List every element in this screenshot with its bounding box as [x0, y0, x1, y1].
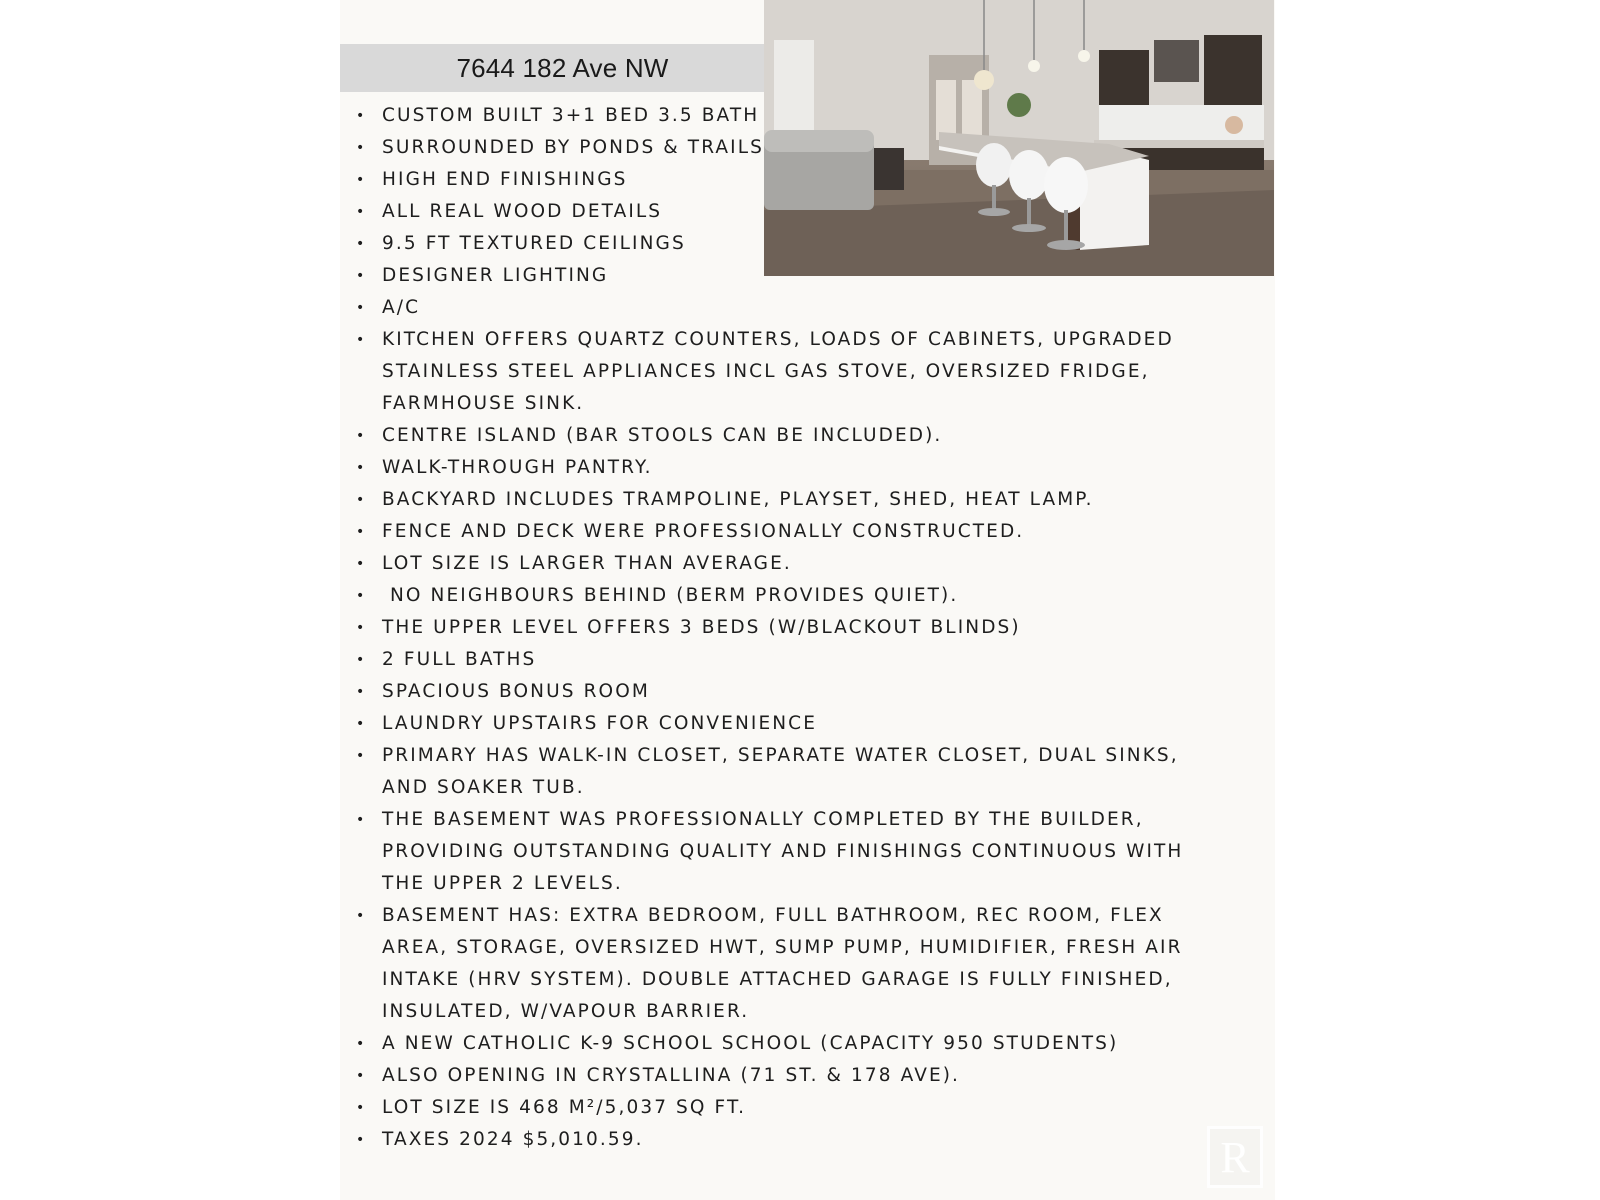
- list-item: [352, 452, 1232, 484]
- bullet-icon: •: [356, 1036, 367, 1052]
- feature-text: 2 FULL BATHS: [382, 649, 537, 670]
- feature-text: ALSO OPENING IN CRYSTALLINA (71 ST. & 178 AVE).: [382, 1065, 961, 1086]
- bullet-icon: •: [356, 460, 367, 476]
- feature-text: FENCE AND DECK WERE PROFESSIONALLY CONSTRUCTED.: [382, 521, 1025, 542]
- bullet-icon: •: [356, 684, 367, 700]
- bullet-icon: •: [356, 204, 367, 220]
- list-item: [352, 132, 1232, 164]
- feature-text: HIGH END FINISHINGS: [382, 169, 628, 190]
- brokerage-logo: [1207, 1126, 1263, 1188]
- list-item: [352, 484, 1232, 516]
- feature-text: KITCHEN OFFERS QUARTZ COUNTERS, LOADS OF CABINETS, UPGRADED STAINLESS STEEL APPLIANCES INCL GAS STOVE, OVERSIZED FRIDGE, FARMHOUSE SINK.: [382, 329, 1174, 414]
- list-item: [352, 676, 1232, 708]
- feature-text: WALK-THROUGH PANTRY.: [382, 457, 653, 478]
- feature-text: LOT SIZE IS 468 M²/5,037 SQ FT.: [382, 1097, 747, 1118]
- logo-letter: R: [1220, 1132, 1250, 1182]
- feature-text: THE BASEMENT WAS PROFESSIONALLY COMPLETED BY THE BUILDER, PROVIDING OUTSTANDING QUALITY AND FINISHINGS CONTINUOUS WITH THE UPPER 2 LEVELS.: [382, 809, 1184, 894]
- list-item: [352, 740, 1232, 804]
- bullet-icon: •: [356, 1068, 367, 1084]
- bullet-icon: •: [356, 300, 367, 316]
- feature-text: NO NEIGHBOURS BEHIND (BERM PROVIDES QUIET).: [382, 585, 959, 606]
- bullet-icon: •: [356, 140, 367, 156]
- bullet-icon: •: [356, 812, 367, 828]
- list-item: [352, 644, 1232, 676]
- bullet-icon: •: [356, 1100, 367, 1116]
- bullet-icon: •: [356, 236, 367, 252]
- bullet-icon: •: [356, 172, 367, 188]
- feature-text: TAXES 2024 $5,010.59.: [382, 1129, 644, 1150]
- list-item: [352, 196, 1232, 228]
- bullet-icon: •: [356, 1132, 367, 1148]
- bullet-icon: •: [356, 524, 367, 540]
- list-item: [352, 1028, 1232, 1060]
- feature-text: A NEW CATHOLIC K-9 SCHOOL SCHOOL (CAPACITY 950 STUDENTS): [382, 1033, 1119, 1054]
- bullet-icon: •: [356, 556, 367, 572]
- feature-text: SPACIOUS BONUS ROOM: [382, 681, 650, 702]
- feature-text: BASEMENT HAS: EXTRA BEDROOM, FULL BATHROOM, REC ROOM, FLEX AREA, STORAGE, OVERSIZED HWT, SUMP PUMP, HUMIDIFIER, FRESH AIR INTAKE (HRV SYSTEM). DOUBLE ATTACHED GARAGE IS FULLY FINISHED, INSULATED, W/VAPOUR BARRIER.: [382, 905, 1183, 1022]
- feature-text: ALL REAL WOOD DETAILS: [382, 201, 663, 222]
- feature-text: 9.5 FT TEXTURED CEILINGS: [382, 233, 686, 254]
- list-item: [352, 1092, 1232, 1124]
- feature-text: CENTRE ISLAND (BAR STOOLS CAN BE INCLUDED).: [382, 425, 943, 446]
- bullet-icon: •: [356, 908, 367, 924]
- address-title: 7644 182 Ave NW: [456, 52, 669, 83]
- feature-text: THE UPPER LEVEL OFFERS 3 BEDS (W/BLACKOUT BLINDS): [382, 617, 1021, 638]
- list-item: [352, 420, 1232, 452]
- list-item: [352, 100, 1232, 132]
- bullet-icon: •: [356, 620, 367, 636]
- feature-text: LOT SIZE IS LARGER THAN AVERAGE.: [382, 553, 792, 574]
- feature-text: LAUNDRY UPSTAIRS FOR CONVENIENCE: [382, 713, 817, 734]
- bullet-icon: •: [356, 748, 367, 764]
- list-item: [352, 516, 1232, 548]
- list-item: [352, 804, 1232, 900]
- list-item: [352, 548, 1232, 580]
- list-item: [352, 1124, 1232, 1156]
- bullet-icon: •: [356, 652, 367, 668]
- list-item: [352, 1060, 1232, 1092]
- feature-text: A/C: [382, 297, 421, 318]
- feature-text: CUSTOM BUILT 3+1 BED 3.5 BATH: [382, 105, 760, 126]
- bullet-icon: •: [356, 108, 367, 124]
- list-item: [352, 324, 1232, 420]
- list-item: [352, 228, 1232, 260]
- bullet-icon: •: [356, 492, 367, 508]
- bullet-icon: •: [356, 588, 367, 604]
- feature-text: SURROUNDED BY PONDS & TRAILS: [382, 137, 764, 158]
- listing-sheet: [340, 0, 1275, 1200]
- feature-text: PRIMARY HAS WALK-IN CLOSET, SEPARATE WATER CLOSET, DUAL SINKS, AND SOAKER TUB.: [382, 745, 1179, 798]
- list-item: [352, 292, 1232, 324]
- list-item: [352, 900, 1232, 1028]
- bullet-icon: •: [356, 332, 367, 348]
- bullet-icon: •: [356, 268, 367, 284]
- list-item: [352, 580, 1232, 612]
- feature-text: DESIGNER LIGHTING: [382, 265, 609, 286]
- bullet-icon: •: [356, 716, 367, 732]
- feature-list: [352, 100, 1232, 1156]
- list-item: [352, 164, 1232, 196]
- bullet-icon: •: [356, 428, 367, 444]
- feature-text: BACKYARD INCLUDES TRAMPOLINE, PLAYSET, SHED, HEAT LAMP.: [382, 489, 1094, 510]
- list-item: [352, 708, 1232, 740]
- list-item: [352, 612, 1232, 644]
- list-item: [352, 260, 1232, 292]
- address-banner: [340, 44, 765, 92]
